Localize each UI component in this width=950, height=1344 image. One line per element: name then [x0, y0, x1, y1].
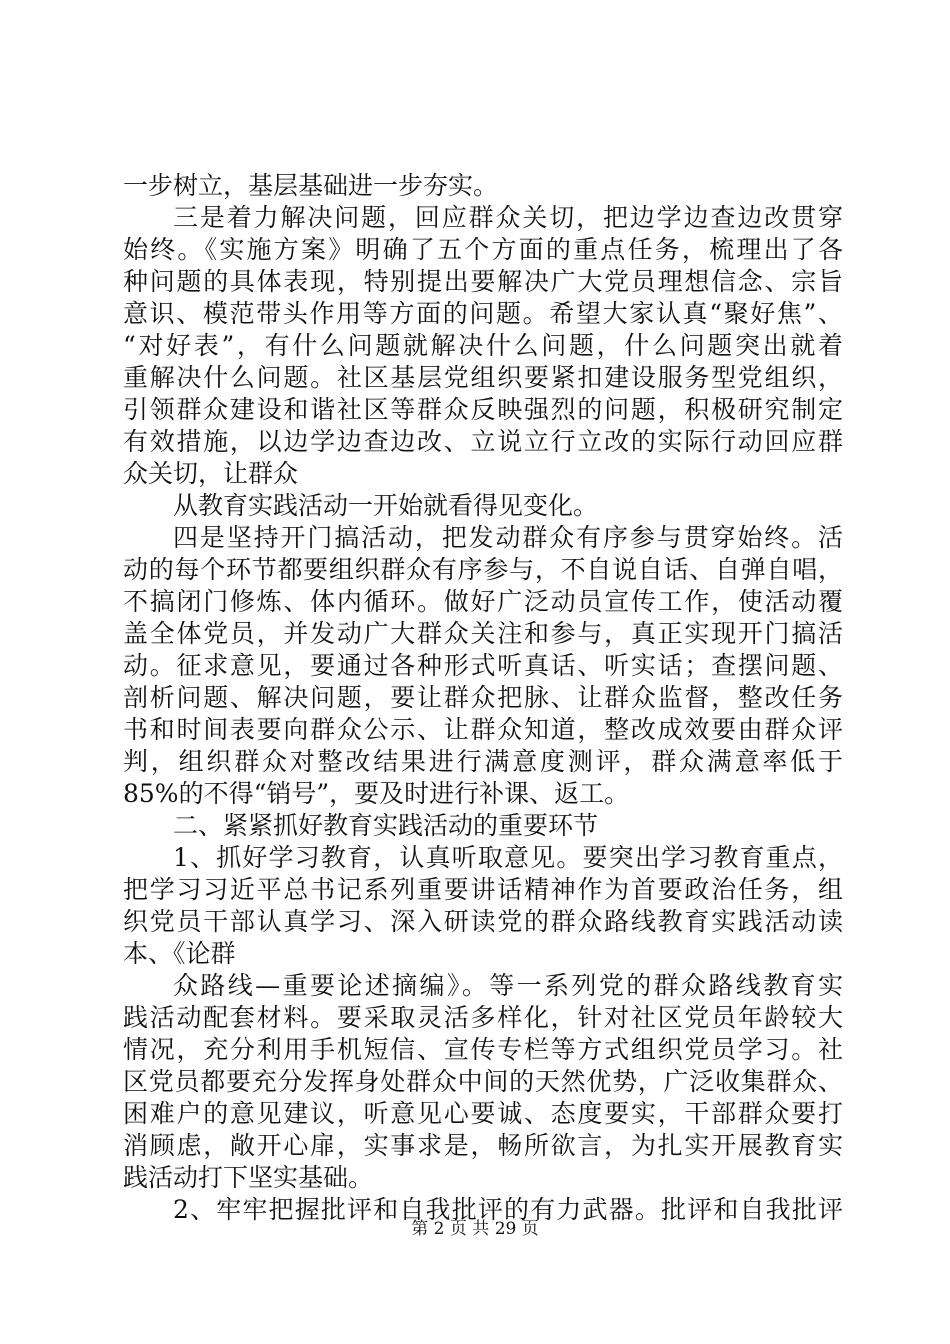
text-line: 四是坚持开门搞活动，把发动群众有序参与贯穿始终。活	[173, 523, 843, 552]
text-line: 三是着力解决问题，回应群众关切，把边学边查边改贯穿	[173, 203, 843, 232]
text-line: 众路线—重要论述摘编》。等一系列党的群众路线教育实	[173, 971, 843, 1000]
text-line: 判，组织群众对整改结果进行满意度测评，群众满意率低于	[123, 747, 843, 776]
text-line: 意识、模范带头作用等方面的问题。希望大家认真“聚好焦”、	[123, 299, 843, 328]
text-line: 众关切，让群众	[123, 459, 299, 488]
page-footer	[0, 1214, 950, 1239]
text-line: 引领群众建设和谐社区等群众反映强烈的问题，积极研究制定	[123, 395, 843, 424]
text-line: 本、《论群	[123, 939, 236, 968]
text-line: “对好表”，有什么问题就解决什么问题，什么问题突出就着	[123, 331, 843, 360]
text-line: 盖全体党员，并发动广大群众关注和参与，真正实现开门搞活	[123, 619, 843, 648]
text-line: 践活动配套材料。要采取灵活多样化，针对社区党员年龄较大	[123, 1003, 843, 1032]
text-line: 种问题的具体表现，特别提出要解决广大党员理想信念、宗旨	[123, 267, 843, 296]
text-line: 一步树立，基层基础进一步夯实。	[123, 171, 499, 200]
text-line: 织党员干部认真学习、深入研读党的群众路线教育实践活动读	[123, 907, 843, 936]
text-line: 困难户的意见建议，听意见心要诚、态度要实，干部群众要打	[123, 1099, 843, 1128]
text-line: 践活动打下坚实基础。	[123, 1163, 374, 1192]
text-line: 有效措施，以边学边查边改、立说立行立改的实际行动回应群	[123, 427, 843, 456]
text-line: 始终。《实施方案》明确了五个方面的重点任务，梳理出了各	[123, 235, 843, 264]
section-heading: 二、紧紧抓好教育实践活动的重要环节	[173, 811, 599, 840]
text-line: 区党员都要充分发挥身处群众中间的天然优势，广泛收集群众、	[123, 1067, 843, 1096]
text-line: 重解决什么问题。社区基层党组织要紧扣建设服务型党组织，	[123, 363, 843, 392]
text-line: 2、牢牢把握批评和自我批评的有力武器。批评和自我批评	[173, 1195, 843, 1224]
text-line: 1、抓好学习教育，认真听取意见。要突出学习教育重点，	[173, 843, 843, 872]
text-line: 情况，充分利用手机短信、宣传专栏等方式组织党员学习。社	[123, 1035, 843, 1064]
page-number-label: 第 2 页 共 29 页	[411, 1219, 539, 1239]
text-line: 剖析问题、解决问题，要让群众把脉、让群众监督，整改任务	[123, 683, 843, 712]
text-line: 85%的不得“销号”，要及时进行补课、返工。	[123, 779, 630, 808]
document-body	[123, 170, 843, 1226]
text-line: 书和时间表要向群众公示、让群众知道，整改成效要由群众评	[123, 715, 843, 744]
text-line: 把学习习近平总书记系列重要讲话精神作为首要政治任务，组	[123, 875, 843, 904]
text-line: 动。征求意见，要通过各种形式听真话、听实话；查摆问题、	[123, 651, 843, 680]
text-line: 消顾虑，敞开心扉，实事求是，畅所欲言，为扎实开展教育实	[123, 1131, 843, 1160]
text-line: 动的每个环节都要组织群众有序参与，不自说自话、自弹自唱，	[123, 555, 843, 584]
text-line: 不搞闭门修炼、体内循环。做好广泛动员宣传工作，使活动覆	[123, 587, 843, 616]
text-line: 从教育实践活动一开始就看得见变化。	[173, 491, 599, 520]
